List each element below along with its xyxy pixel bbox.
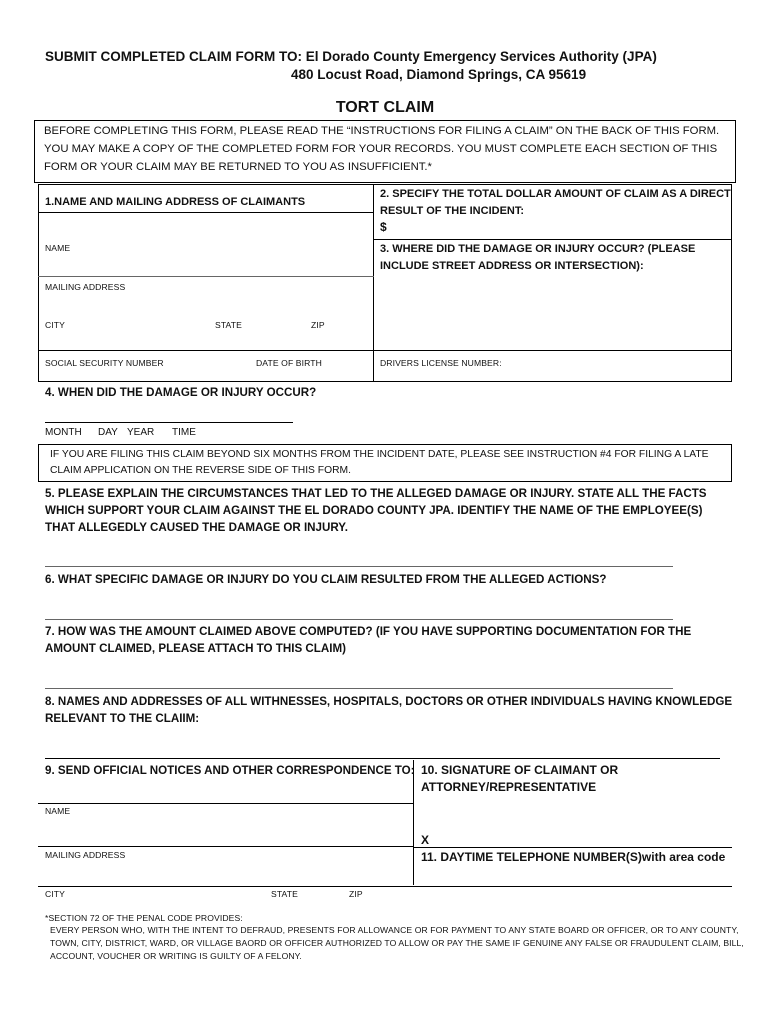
damage-injury-field[interactable]: [45, 598, 673, 618]
circumstances-field[interactable]: [45, 545, 673, 565]
grid-divider: [373, 184, 374, 382]
penal-code-line-3: ACCOUNT, VOUCHER OR WRITING IS GUILTY OF A FELONY.: [50, 951, 302, 961]
claimant-state-label: STATE: [215, 320, 242, 330]
section6-answer-rule: [45, 619, 673, 620]
section1-title: 1.NAME AND MAILING ADDRESS OF CLAIMANTS: [45, 196, 306, 208]
drivers-license-label: DRIVERS LICENSE NUMBER:: [380, 358, 502, 368]
section5-line-2: WHICH SUPPORT YOUR CLAIM AGAINST THE EL DORADO COUNTY JPA. IDENTIFY THE NAME OF THE EMPLOYEE(S): [45, 504, 703, 517]
signature-x-mark: X: [421, 833, 430, 847]
notice-name-label: NAME: [45, 806, 71, 816]
penal-code-heading: *SECTION 72 OF THE PENAL CODE PROVIDES:: [45, 913, 243, 923]
claimant-mailing-address-field[interactable]: [46, 296, 372, 312]
section7-answer-rule: [45, 688, 673, 689]
section2-line-1: 2. SPECIFY THE TOTAL DOLLAR AMOUNT OF CLAIM AS A DIRECT: [380, 188, 731, 200]
section9-title-rule: [38, 803, 413, 804]
section5-answer-rule: [45, 566, 673, 567]
signature-field[interactable]: [435, 800, 725, 846]
notice-city-state-zip-field[interactable]: [45, 898, 410, 908]
penal-code-line-1: EVERY PERSON WHO, WITH THE INTENT TO DEFRAUD, PRESENTS FOR ALLOWANCE OR FOR PAYMENT TO ANY STATE BOARD OR OFFICER, OR TO ANY COUNTY,: [50, 925, 739, 935]
section10-line-1: 10. SIGNATURE OF CLAIMANT OR: [421, 763, 619, 777]
incident-location-field[interactable]: [380, 278, 725, 346]
claimant-zip-label: ZIP: [311, 320, 325, 330]
notice-mailing-address-label: MAILING ADDRESS: [45, 850, 126, 860]
section2-line-2: RESULT OF THE INCIDENT:: [380, 205, 525, 217]
claim-amount-field[interactable]: [392, 219, 722, 236]
day-label: DAY: [98, 427, 118, 438]
section11-title: 11. DAYTIME TELEPHONE NUMBER(S)with area code: [421, 850, 726, 864]
section5-line-1: 5. PLEASE EXPLAIN THE CIRCUMSTANCES THAT LED TO THE ALLEGED DAMAGE OR INJURY. STATE ALL THE FACTS: [45, 487, 707, 500]
bottom-grid-rule: [38, 886, 732, 887]
section8-answer-rule: [45, 758, 720, 759]
notice-city-label: CITY: [45, 889, 65, 899]
submit-to-line: SUBMIT COMPLETED CLAIM FORM TO: El Dorado County Emergency Services Authority (JPA): [45, 49, 657, 64]
section10-line-2: ATTORNEY/REPRESENTATIVE: [421, 780, 597, 794]
claimant-city-label: CITY: [45, 320, 65, 330]
time-label: TIME: [172, 427, 196, 438]
notice-line-3: FORM OR YOUR CLAIM MAY BE RETURNED TO YOU AS INSUFFICIENT.*: [44, 161, 432, 173]
claimant-name-field[interactable]: [46, 258, 372, 274]
ssn-dob-field[interactable]: [46, 368, 372, 381]
id-row-rule: [38, 350, 732, 351]
mailing-address-rule: [38, 276, 374, 277]
notice-zip-label: ZIP: [349, 889, 363, 899]
daytime-phone-field[interactable]: [421, 867, 726, 885]
section7-line-1: 7. HOW WAS THE AMOUNT CLAIMED ABOVE COMPUTED? (IF YOU HAVE SUPPORTING DOCUMENTATION FOR THE: [45, 625, 692, 638]
year-label: YEAR: [127, 427, 155, 438]
amount-computation-field[interactable]: [45, 667, 673, 687]
section6-line-1: 6. WHAT SPECIFIC DAMAGE OR INJURY DO YOU CLAIM RESULTED FROM THE ALLEGED ACTIONS?: [45, 573, 607, 586]
section9-title: 9. SEND OFFICIAL NOTICES AND OTHER CORRESPONDENCE TO:: [45, 764, 415, 777]
section7-line-2: AMOUNT CLAIMED, PLEASE ATTACH TO THIS CLAIM): [45, 642, 346, 655]
notice-line-2: YOU MAY MAKE A COPY OF THE COMPLETED FORM FOR YOUR RECORDS. YOU MUST COMPLETE EACH SECTION OF THIS: [44, 143, 718, 155]
section3-line-1: 3. WHERE DID THE DAMAGE OR INJURY OCCUR? (PLEASE: [380, 243, 696, 255]
date-time-rule: [45, 422, 293, 423]
notice-name-rule: [38, 846, 413, 847]
dollar-sign: $: [380, 220, 387, 234]
page-title: TORT CLAIM: [335, 99, 435, 116]
month-label: MONTH: [45, 427, 82, 438]
notice-name-field[interactable]: [45, 820, 410, 844]
witnesses-field[interactable]: [45, 737, 720, 757]
section4-title: 4. WHEN DID THE DAMAGE OR INJURY OCCUR?: [45, 386, 317, 399]
claimant-name-label: NAME: [45, 243, 71, 253]
ssn-label: SOCIAL SECURITY NUMBER: [45, 358, 164, 368]
section2-bottom-rule: [374, 239, 732, 240]
notice-line-1: BEFORE COMPLETING THIS FORM, PLEASE READ THE “INSTRUCTIONS FOR FILING A CLAIM” ON THE BACK OF THIS FORM.: [44, 125, 720, 137]
notice-state-label: STATE: [271, 889, 298, 899]
late-claim-line-2: CLAIM APPLICATION ON THE REVERSE SIDE OF THIS FORM.: [50, 465, 351, 476]
section5-line-3: THAT ALLEGEDLY CAUSED THE DAMAGE OR INJURY.: [45, 521, 348, 534]
submit-address-line: 480 Locust Road, Diamond Springs, CA 95619: [291, 67, 587, 82]
section8-line-2: RELEVANT TO THE CLAIIM:: [45, 712, 200, 725]
section1-title-rule: [38, 212, 374, 213]
section3-line-2: INCLUDE STREET ADDRESS OR INTERSECTION):: [380, 260, 644, 272]
section8-line-1: 8. NAMES AND ADDRESSES OF ALL WITHNESSES, HOSPITALS, DOCTORS OR OTHER INDIVIDUALS HAVING KNOWLEDGE: [45, 695, 733, 708]
drivers-license-field[interactable]: [500, 356, 725, 370]
signature-rule: [413, 847, 732, 848]
claimant-city-state-zip-field[interactable]: [46, 332, 372, 348]
claimant-mailing-address-label: MAILING ADDRESS: [45, 282, 126, 292]
penal-code-line-2: TOWN, CITY, DISTRICT, WARD, OR VILLAGE BAORD OR OFFICER AUTHORIZED TO ALLOW OR PAY THE SAME IF GENUINE ANY FALSE OR FRAUDULENT CLAIM, BILL,: [50, 938, 744, 948]
incident-date-time-field[interactable]: [45, 405, 293, 421]
late-claim-line-1: IF YOU ARE FILING THIS CLAIM BEYOND SIX MONTHS FROM THE INCIDENT DATE, PLEASE SEE INSTRUCTION #4 FOR FILING A LATE: [50, 449, 709, 460]
dob-label: DATE OF BIRTH: [256, 358, 322, 368]
notice-mailing-address-field[interactable]: [45, 864, 410, 884]
